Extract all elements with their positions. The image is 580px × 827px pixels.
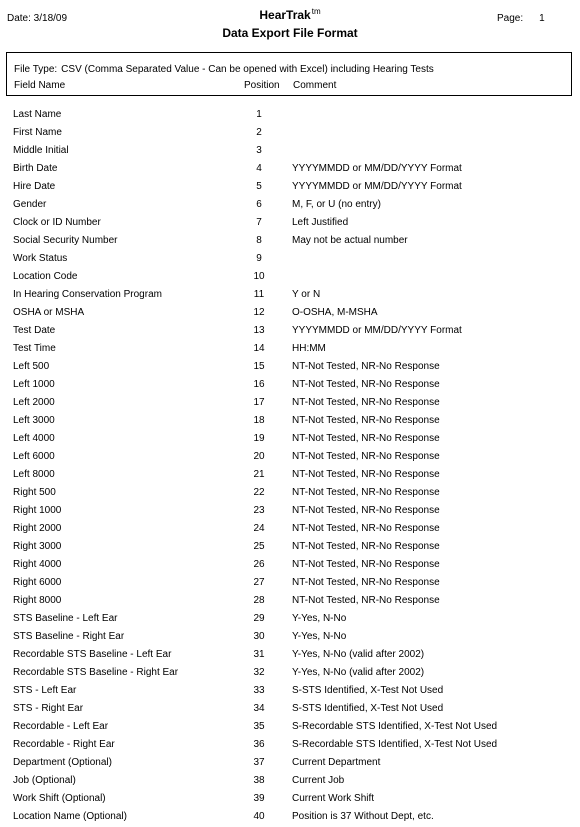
field-position: 39 (253, 793, 265, 804)
field-position: 18 (253, 415, 265, 426)
field-name: STS Baseline - Left Ear (13, 613, 118, 624)
field-comment: Y-Yes, N-No (valid after 2002) (292, 649, 425, 660)
field-row (0, 287, 580, 305)
field-position: 6 (256, 199, 262, 210)
field-position: 14 (253, 343, 265, 354)
field-comment: Current Department (292, 757, 381, 768)
field-row (0, 413, 580, 431)
field-comment: HH:MM (292, 343, 326, 354)
field-row (0, 791, 580, 809)
file-type-line (14, 64, 434, 75)
field-row (0, 755, 580, 773)
field-row (0, 773, 580, 791)
file-info-box (6, 52, 572, 96)
field-comment: YYYYMMDD or MM/DD/YYYY Format (292, 181, 462, 192)
field-position: 11 (253, 289, 265, 300)
field-row (0, 809, 580, 827)
field-position: 10 (253, 271, 265, 282)
field-position: 15 (253, 361, 265, 372)
field-comment: NT-Not Tested, NR-No Response (292, 487, 440, 498)
field-comment: S-Recordable STS Identified, X-Test Not Used (292, 721, 498, 732)
field-comment: NT-Not Tested, NR-No Response (292, 577, 440, 588)
field-position: 25 (253, 541, 265, 552)
field-comment: NT-Not Tested, NR-No Response (292, 451, 440, 462)
field-position: 31 (253, 649, 265, 660)
field-row (0, 737, 580, 755)
field-comment: S-STS Identified, X-Test Not Used (292, 685, 444, 696)
field-name: Recordable STS Baseline - Left Ear (13, 649, 172, 660)
field-comment: NT-Not Tested, NR-No Response (292, 595, 440, 606)
field-row (0, 359, 580, 377)
field-position: 29 (253, 613, 265, 624)
field-comment: NT-Not Tested, NR-No Response (292, 415, 440, 426)
field-name: Right 4000 (13, 559, 62, 570)
field-row (0, 161, 580, 179)
field-name: Right 8000 (13, 595, 62, 606)
field-position: 12 (253, 307, 265, 318)
field-name: STS - Left Ear (13, 685, 77, 696)
field-position: 22 (253, 487, 265, 498)
field-row (0, 395, 580, 413)
field-position: 23 (253, 505, 265, 516)
field-comment: NT-Not Tested, NR-No Response (292, 559, 440, 570)
field-comment: Y-Yes, N-No (292, 613, 347, 624)
field-position: 1 (256, 109, 262, 120)
field-position: 5 (256, 181, 262, 192)
field-row (0, 197, 580, 215)
field-position: 3 (256, 145, 262, 156)
field-comment: M, F, or U (no entry) (292, 199, 381, 210)
field-row (0, 143, 580, 161)
field-comment: S-STS Identified, X-Test Not Used (292, 703, 444, 714)
field-row (0, 575, 580, 593)
field-position: 20 (253, 451, 265, 462)
field-name: Recordable - Left Ear (13, 721, 109, 732)
field-name: Right 1000 (13, 505, 62, 516)
page-indicator (497, 13, 545, 24)
field-name: Right 500 (13, 487, 56, 498)
field-name: Birth Date (13, 163, 58, 174)
field-row (0, 341, 580, 359)
field-position: 34 (253, 703, 265, 714)
field-position: 30 (253, 631, 265, 642)
field-position: 9 (256, 253, 262, 264)
field-comment: NT-Not Tested, NR-No Response (292, 505, 440, 516)
field-name: First Name (13, 127, 62, 138)
column-header-position: Position (244, 80, 280, 91)
field-row (0, 557, 580, 575)
field-row (0, 593, 580, 611)
field-name: Left 3000 (13, 415, 55, 426)
field-comment: NT-Not Tested, NR-No Response (292, 379, 440, 390)
field-name: Last Name (13, 109, 62, 120)
field-comment: May not be actual number (292, 235, 408, 246)
field-row (0, 503, 580, 521)
field-name: Hire Date (13, 181, 56, 192)
field-comment: NT-Not Tested, NR-No Response (292, 397, 440, 408)
field-name: Right 3000 (13, 541, 62, 552)
field-comment: NT-Not Tested, NR-No Response (292, 523, 440, 534)
field-position: 7 (256, 217, 262, 228)
field-position: 17 (253, 397, 265, 408)
field-comment: NT-Not Tested, NR-No Response (292, 469, 440, 480)
field-position: 2 (256, 127, 262, 138)
field-row (0, 179, 580, 197)
field-name: Left 4000 (13, 433, 55, 444)
field-position: 36 (253, 739, 265, 750)
field-comment: S-Recordable STS Identified, X-Test Not Used (292, 739, 498, 750)
field-comment: Position is 37 Without Dept, etc. (292, 811, 434, 822)
field-name: Gender (13, 199, 47, 210)
report-date: Date: 3/18/09 (7, 13, 68, 24)
field-name: Test Date (13, 325, 56, 336)
field-position: 4 (256, 163, 262, 174)
field-name: Left 2000 (13, 397, 55, 408)
field-row (0, 233, 580, 251)
field-name: Left 8000 (13, 469, 55, 480)
field-row (0, 467, 580, 485)
field-comment: NT-Not Tested, NR-No Response (292, 361, 440, 372)
field-position: 19 (253, 433, 265, 444)
field-position: 35 (253, 721, 265, 732)
field-position: 40 (253, 811, 265, 822)
field-row (0, 611, 580, 629)
field-list (0, 107, 580, 827)
field-row (0, 251, 580, 269)
field-comment: Y or N (292, 289, 321, 300)
field-comment: O-OSHA, M-MSHA (292, 307, 378, 318)
field-position: 21 (253, 469, 265, 480)
field-name: Location Name (Optional) (13, 811, 127, 822)
field-row (0, 665, 580, 683)
field-name: Clock or ID Number (13, 217, 101, 228)
field-name: Job (Optional) (13, 775, 76, 786)
field-name: Recordable STS Baseline - Right Ear (13, 667, 179, 678)
field-name: Right 2000 (13, 523, 62, 534)
field-row (0, 107, 580, 125)
field-row (0, 683, 580, 701)
field-row (0, 377, 580, 395)
file-type-label: File Type: (14, 64, 58, 75)
field-name: In Hearing Conservation Program (13, 289, 162, 300)
column-header-comment: Comment (293, 80, 337, 91)
field-name: OSHA or MSHA (13, 307, 85, 318)
field-position: 16 (253, 379, 265, 390)
field-row (0, 305, 580, 323)
field-name: Left 1000 (13, 379, 55, 390)
trademark-mark: tm (311, 7, 321, 16)
field-comment: NT-Not Tested, NR-No Response (292, 433, 440, 444)
field-position: 32 (253, 667, 265, 678)
field-position: 38 (253, 775, 265, 786)
field-row (0, 719, 580, 737)
field-comment: YYYYMMDD or MM/DD/YYYY Format (292, 163, 462, 174)
field-name: Test Time (13, 343, 56, 354)
report-subtitle: Data Export File Format (222, 26, 358, 40)
field-row (0, 485, 580, 503)
app-name-text: HearTrak (259, 8, 311, 22)
field-comment: Current Job (292, 775, 345, 786)
field-position: 33 (253, 685, 265, 696)
field-row (0, 521, 580, 539)
field-row (0, 431, 580, 449)
report-title-block (0, 6, 580, 40)
field-row (0, 701, 580, 719)
field-comment: Left Justified (292, 217, 349, 228)
field-comment: YYYYMMDD or MM/DD/YYYY Format (292, 325, 462, 336)
page-number: 1 (539, 13, 545, 24)
field-name: Work Status (13, 253, 68, 264)
field-position: 28 (253, 595, 265, 606)
field-position: 24 (253, 523, 265, 534)
field-name: Location Code (13, 271, 78, 282)
field-row (0, 647, 580, 665)
field-name: STS Baseline - Right Ear (13, 631, 125, 642)
field-comment: Y-Yes, N-No (valid after 2002) (292, 667, 425, 678)
field-name: Left 500 (13, 361, 50, 372)
column-header-field-name: Field Name (14, 80, 66, 91)
field-row (0, 215, 580, 233)
field-name: Left 6000 (13, 451, 55, 462)
page-label: Page: (497, 13, 524, 24)
field-row (0, 629, 580, 647)
field-comment: Y-Yes, N-No (292, 631, 347, 642)
field-name: Department (Optional) (13, 757, 112, 768)
field-position: 26 (253, 559, 265, 570)
field-row (0, 449, 580, 467)
field-name: Middle Initial (13, 145, 69, 156)
field-comment: Current Work Shift (292, 793, 375, 804)
field-name: Right 6000 (13, 577, 62, 588)
field-row (0, 125, 580, 143)
field-name: STS - Right Ear (13, 703, 84, 714)
field-position: 8 (256, 235, 262, 246)
field-position: 37 (253, 757, 265, 768)
field-name: Work Shift (Optional) (13, 793, 106, 804)
app-name (259, 7, 320, 22)
field-name: Social Security Number (13, 235, 118, 246)
field-position: 13 (253, 325, 265, 336)
field-name: Recordable - Right Ear (13, 739, 115, 750)
field-comment: NT-Not Tested, NR-No Response (292, 541, 440, 552)
field-row (0, 539, 580, 557)
file-type-value: CSV (Comma Separated Value - Can be opened with Excel) including Hearing Tests (61, 64, 434, 75)
field-row (0, 323, 580, 341)
field-row (0, 269, 580, 287)
field-position: 27 (253, 577, 265, 588)
